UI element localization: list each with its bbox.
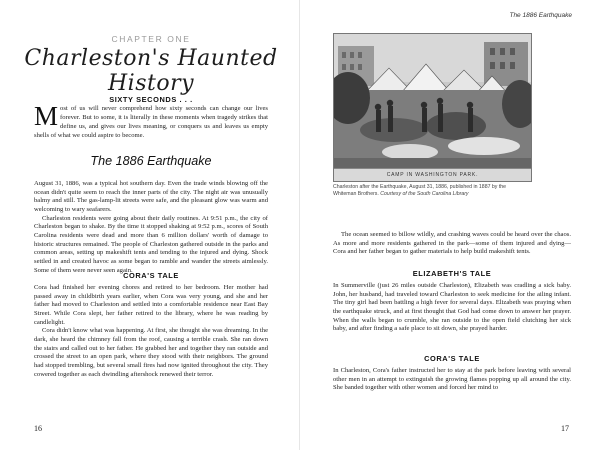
figure-caption [333,184,523,197]
continuation-paragraph: The ocean seemed to billow wildly, and crashing waves could be heard over the chaos. As more and more residents gathered in the park—some of them injured and dying—Cora and her father began to gather materials to help build makeshift tents. [333,231,571,256]
earthquake-paragraph: August 31, 1886, was a typical hot southern day. Even the trade winds blowing off the ocean didn't quite seem to reach the inner parts of the city. The night air was unusually balmy and still. The gas-lamp-lit streets were safe, and the pleasant glow was warm and welcoming to wary seafarers. [34,180,268,213]
chapter-title: Charleston's Haunted History [24,46,278,96]
figure-credit: Courtesy of the South Carolina Library [380,190,469,197]
engraving-illustration [334,34,531,169]
cora-paragraph: Cora didn't know what was happening. At first, she thought she was dreaming. In the dark, she heard the chimney fall from the roof, causing a terrible crash. She ran down the stairs and called out to her father. He grabbed her and together they ran outside and crossed the street to an open park, where they stood with their neighbors. The ground had stopped trembling, but several small fires had now ignited throughout the city. They cowered together as each dwindling aftershock renewed their terror. [34,327,268,378]
cora-text [34,284,268,379]
earthquake-paragraph: Charleston residents were going about their daily routines. At 9:51 p.m., the city of Charleston began to shake. By the time it stopped shaking at 9:52 p.m., scores of South Carolina residents were dead and more than 6 million dollars' worth of damage to historic structures remained. The people of Charleston gathered outside in the parks and common areas, setting up makeshift tents and tending to the injured and dying. Shock settled in and created havoc as some began to ramble and wander the streets aimlessly. Some of them were never seen again. [34,214,268,274]
intro-heading: SIXTY SECONDS . . . [109,95,193,104]
cora-paragraph: Cora had finished her evening chores and retired to her bedroom. Her mother had passed away in childbirth years earlier, when Cora was very young, and she and her father had moved to Charleston and settled into a comfortable residence near East Bay Street. While Cora slept, her father retired to the library, where he was reading by candlelight. [34,284,268,326]
cora-continuation-text [333,367,571,393]
intro-text: ost of us will never comprehend how sixty seconds can change our lives forever. But to some, it is literally in these moments when tragedy strikes that define us, and gives our lives meaning, or conquers us and leaves us empty shells of what we could aspire to become. [34,105,268,140]
cora-heading-right: CORA'S TALE [424,354,480,363]
intro-paragraph [34,101,268,140]
figure-caption-text: Charleston after the Earthquake, August 31, 1886, published in 1887 by the Whiteman Brothers. [333,184,507,197]
continuation-text [333,231,571,257]
engraving-figure [333,33,532,182]
elizabeth-heading: ELIZABETH'S TALE [412,269,492,278]
chapter-label: CHAPTER ONE [111,34,191,44]
elizabeth-paragraph: In Summerville (just 26 miles outside Charleston), Elizabeth was cradling a sick baby. John, her husband, had traveled toward Charleston to seek medicine for the ailing infant. The tiny girl had been battling a high fever for several days. Elizabeth was praying when the earthquake struck, and at first thought that God had come down to answer her prayer. When the walls began to crumble, she ran outside to the open field clutching her sick baby, and after finding a safe place to sit down, she prayed harder. [333,282,571,333]
section-title: The 1886 Earthquake [90,154,212,168]
earthquake-text [34,180,268,275]
cora-continuation-paragraph: In Charleston, Cora's father instructed her to stay at the park before leaving with several other men in an attempt to extinguish the growing flames popping up all around the city. She banded together with other women and forced her mind to [333,367,571,392]
intro-dropcap: M [34,101,59,131]
figure-caption-band: CAMP IN WASHINGTON PARK. [334,168,531,181]
running-head: The 1886 Earthquake [509,12,572,19]
cora-heading: CORA'S TALE [123,271,179,280]
elizabeth-text [333,282,571,334]
page-number-right: 17 [561,424,569,433]
page-number-left: 16 [34,424,42,433]
